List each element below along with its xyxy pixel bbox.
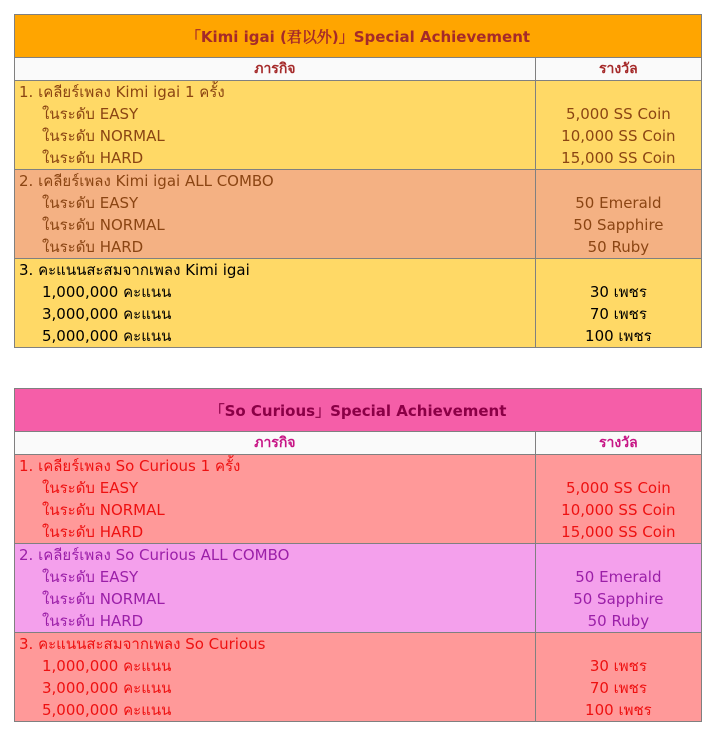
- reward-value: 30 เพชร: [589, 283, 647, 301]
- mission-heading: 1. เคลียร์เพลง Kimi igai 1 ครั้ง: [19, 83, 225, 101]
- mission-group: [15, 81, 702, 170]
- mission-item: 3,000,000 คะแนน: [42, 679, 172, 697]
- column-header-mission: ภารกิจ: [15, 58, 536, 81]
- reward-value: 50 Sapphire: [573, 590, 664, 608]
- reward-value: 50 Emerald: [575, 194, 662, 212]
- mission-item: ในระดับ HARD: [42, 149, 144, 167]
- mission-heading: 3. คะแนนสะสมจากเพลง Kimi igai: [19, 261, 250, 279]
- reward-value: 5,000 SS Coin: [565, 479, 671, 497]
- mission-heading: 2. เคลียร์เพลง So Curious ALL COMBO: [19, 546, 290, 564]
- column-header-reward: รางวัล: [535, 432, 701, 455]
- table-title: 「Kimi igai (君以外)」Special Achievement: [15, 15, 702, 58]
- achievement-table-so-curious: [14, 388, 702, 722]
- reward-value: 100 เพชร: [585, 701, 652, 719]
- achievement-table-kimi-igai: [14, 14, 702, 348]
- reward-value: 50 Ruby: [587, 238, 650, 256]
- reward-value: 15,000 SS Coin: [561, 149, 676, 167]
- mission-item: 3,000,000 คะแนน: [42, 305, 172, 323]
- reward-value: 70 เพชร: [589, 305, 647, 323]
- mission-item: 5,000,000 คะแนน: [42, 327, 172, 345]
- mission-item: ในระดับ HARD: [42, 612, 144, 630]
- mission-item: ในระดับ NORMAL: [42, 501, 165, 519]
- mission-item: 5,000,000 คะแนน: [42, 701, 172, 719]
- mission-group: [15, 455, 702, 544]
- mission-heading: 3. คะแนนสะสมจากเพลง So Curious: [19, 635, 266, 653]
- mission-group: [15, 259, 702, 348]
- mission-item: 1,000,000 คะแนน: [42, 283, 172, 301]
- mission-item: ในระดับ NORMAL: [42, 590, 165, 608]
- mission-heading: 2. เคลียร์เพลง Kimi igai ALL COMBO: [19, 172, 274, 190]
- mission-heading: 1. เคลียร์เพลง So Curious 1 ครั้ง: [19, 457, 241, 475]
- mission-item: 1,000,000 คะแนน: [42, 657, 172, 675]
- reward-value: 5,000 SS Coin: [565, 105, 671, 123]
- mission-item: ในระดับ NORMAL: [42, 216, 165, 234]
- mission-item: ในระดับ NORMAL: [42, 127, 165, 145]
- mission-group: [15, 170, 702, 259]
- column-header-reward: รางวัล: [535, 58, 701, 81]
- reward-value: 15,000 SS Coin: [561, 523, 676, 541]
- reward-value: 50 Ruby: [587, 612, 650, 630]
- reward-value: 100 เพชร: [585, 327, 652, 345]
- column-header-mission: ภารกิจ: [15, 432, 536, 455]
- mission-item: ในระดับ EASY: [42, 194, 139, 212]
- reward-value: 10,000 SS Coin: [561, 127, 676, 145]
- mission-group: [15, 633, 702, 722]
- mission-item: ในระดับ EASY: [42, 105, 139, 123]
- mission-item: ในระดับ EASY: [42, 479, 139, 497]
- mission-group: [15, 544, 702, 633]
- reward-value: 50 Sapphire: [573, 216, 664, 234]
- table-title: 「So Curious」Special Achievement: [15, 389, 702, 432]
- mission-item: ในระดับ EASY: [42, 568, 139, 586]
- reward-value: 50 Emerald: [575, 568, 662, 586]
- mission-item: ในระดับ HARD: [42, 238, 144, 256]
- mission-item: ในระดับ HARD: [42, 523, 144, 541]
- reward-value: 10,000 SS Coin: [561, 501, 676, 519]
- reward-value: 30 เพชร: [589, 657, 647, 675]
- reward-value: 70 เพชร: [589, 679, 647, 697]
